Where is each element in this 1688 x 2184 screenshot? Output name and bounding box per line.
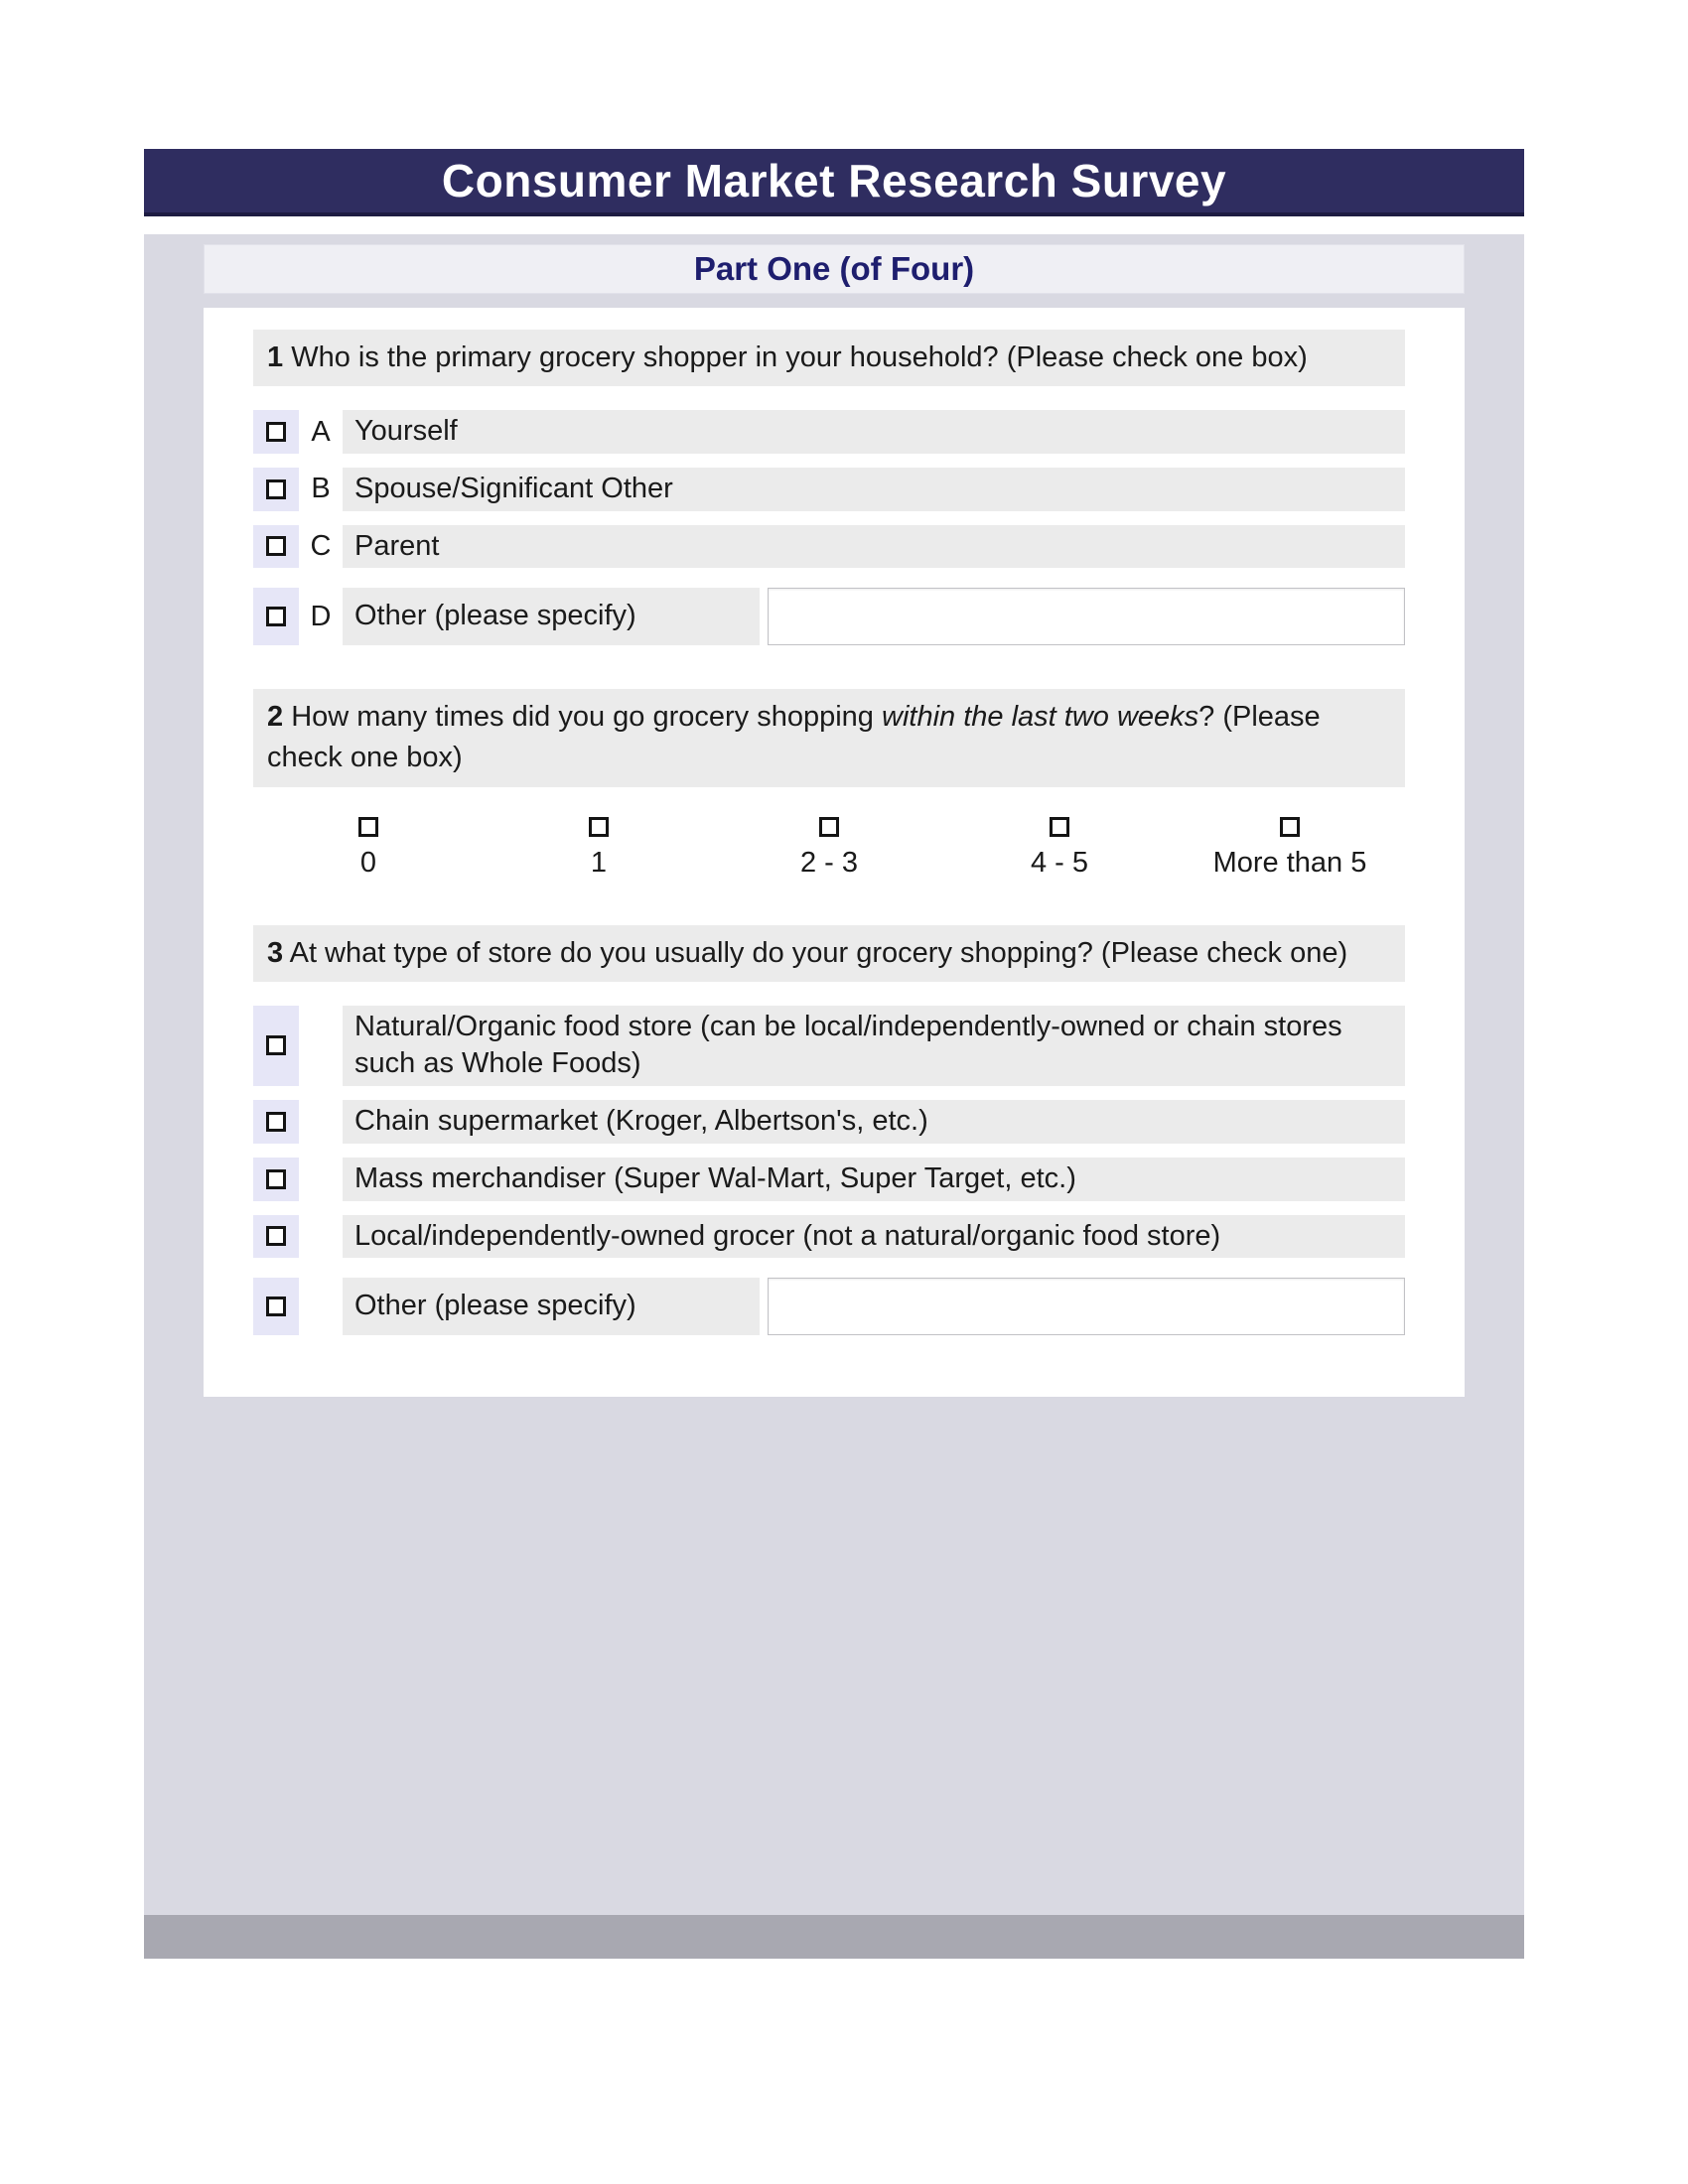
question-1-number: 1 [267,341,284,373]
q3-option-0-label: Natural/Organic food store (can be local/independently-owned or chain stores such as Whole Foods) [343,1006,1405,1086]
question-2-text-before: How many times did you go grocery shopping [283,701,882,734]
q3-option-row-chain-supermarket [253,1100,1405,1144]
q1-option-row-spouse [253,468,1405,511]
question-2-text-italic: within the last two weeks [882,701,1199,734]
q3-option-1-checkbox[interactable] [266,1112,286,1132]
question-3-options [253,1006,1405,1335]
part-one-title: Part One (of Four) [693,250,975,287]
q1-option-b-checkbox[interactable] [266,479,286,499]
question-1-options [253,410,1405,645]
q2-option-4-label: More than 5 [1212,846,1367,879]
q3-option-0-spacer [299,1006,343,1086]
q3-other-specify-input[interactable] [768,1278,1405,1335]
q3-option-2-spacer [299,1158,343,1201]
q3-option-1-spacer [299,1100,343,1144]
q2-option-1-cell [484,817,714,880]
survey-title: Consumer Market Research Survey [441,155,1227,206]
q3-option-3-label: Local/independently-owned grocer (not a natural/organic food store) [343,1215,1405,1259]
q1-option-d-checkbox-cell [253,588,299,645]
q1-option-c-label: Parent [343,525,1405,569]
q1-option-c-checkbox[interactable] [266,536,286,556]
question-2-number: 2 [267,701,284,734]
q3-option-2-checkbox[interactable] [266,1169,286,1189]
q1-option-row-parent [253,525,1405,569]
q2-option-4-cell [1175,817,1405,880]
q1-option-a-label: Yourself [343,410,1405,454]
q2-option-0-cell [253,817,484,880]
q2-option-1-label: 1 [590,846,608,879]
survey-document [144,149,1524,1959]
q3-option-0-checkbox[interactable] [266,1035,286,1055]
q2-option-1-checkbox[interactable] [589,817,609,837]
survey-body [144,234,1524,1959]
q3-option-2-checkbox-cell [253,1158,299,1201]
q1-option-c-letter: C [310,529,332,562]
q2-option-0-label: 0 [359,846,377,879]
question-3-number: 3 [267,936,284,969]
question-3-prompt [253,925,1405,982]
q2-option-3-label: 4 - 5 [1030,846,1089,879]
q1-option-a-letter: A [311,415,331,448]
q3-option-row-natural-organic [253,1006,1405,1086]
q1-option-b-checkbox-cell [253,468,299,511]
survey-header-bar [144,149,1524,216]
question-2-text-after: ? (Please check one box) [267,701,1321,774]
question-1-prompt [253,330,1405,386]
q1-other-specify-input[interactable] [768,588,1405,645]
q1-option-c-checkbox-cell [253,525,299,569]
question-3-text: At what type of store do you usually do your grocery shopping? (Please check one) [283,936,1348,969]
q2-option-3-checkbox[interactable] [1050,817,1069,837]
q2-option-2-label: 2 - 3 [799,846,859,879]
footer-bar [144,1915,1524,1959]
q1-option-d-checkbox[interactable] [266,607,286,626]
q2-option-0-checkbox[interactable] [358,817,378,837]
q1-option-row-other [253,588,1405,645]
question-2-prompt [253,689,1405,786]
q1-option-a-checkbox[interactable] [266,422,286,442]
q2-option-3-cell [944,817,1175,880]
part-one-header-bar [204,244,1465,294]
q3-option-4-checkbox[interactable] [266,1297,286,1316]
q3-option-1-checkbox-cell [253,1100,299,1144]
q3-option-row-other [253,1278,1405,1335]
question-2-options [253,817,1405,880]
q1-option-d-label: Other (please specify) [343,588,760,645]
q3-option-3-checkbox-cell [253,1215,299,1259]
q2-option-2-checkbox[interactable] [819,817,839,837]
q1-option-d-letter: D [310,600,332,632]
question-1-text: Who is the primary grocery shopper in your household? (Please check one box) [283,341,1308,373]
q3-option-3-checkbox[interactable] [266,1226,286,1246]
q3-option-4-label: Other (please specify) [343,1278,760,1335]
q1-option-b-label: Spouse/Significant Other [343,468,1405,511]
q3-option-1-label: Chain supermarket (Kroger, Albertson's, etc.) [343,1100,1405,1144]
q3-option-row-local-grocer [253,1215,1405,1259]
q3-option-0-checkbox-cell [253,1006,299,1086]
q3-option-row-mass-merchandiser [253,1158,1405,1201]
q3-option-4-spacer [299,1278,343,1335]
q1-option-b-letter: B [311,473,331,505]
q3-option-2-label: Mass merchandiser (Super Wal-Mart, Super Target, etc.) [343,1158,1405,1201]
q3-option-3-spacer [299,1215,343,1259]
q1-option-row-yourself [253,410,1405,454]
q2-option-4-checkbox[interactable] [1280,817,1300,837]
q2-option-2-cell [714,817,944,880]
question-panel [204,308,1465,1397]
q1-option-a-checkbox-cell [253,410,299,454]
q3-option-4-checkbox-cell [253,1278,299,1335]
